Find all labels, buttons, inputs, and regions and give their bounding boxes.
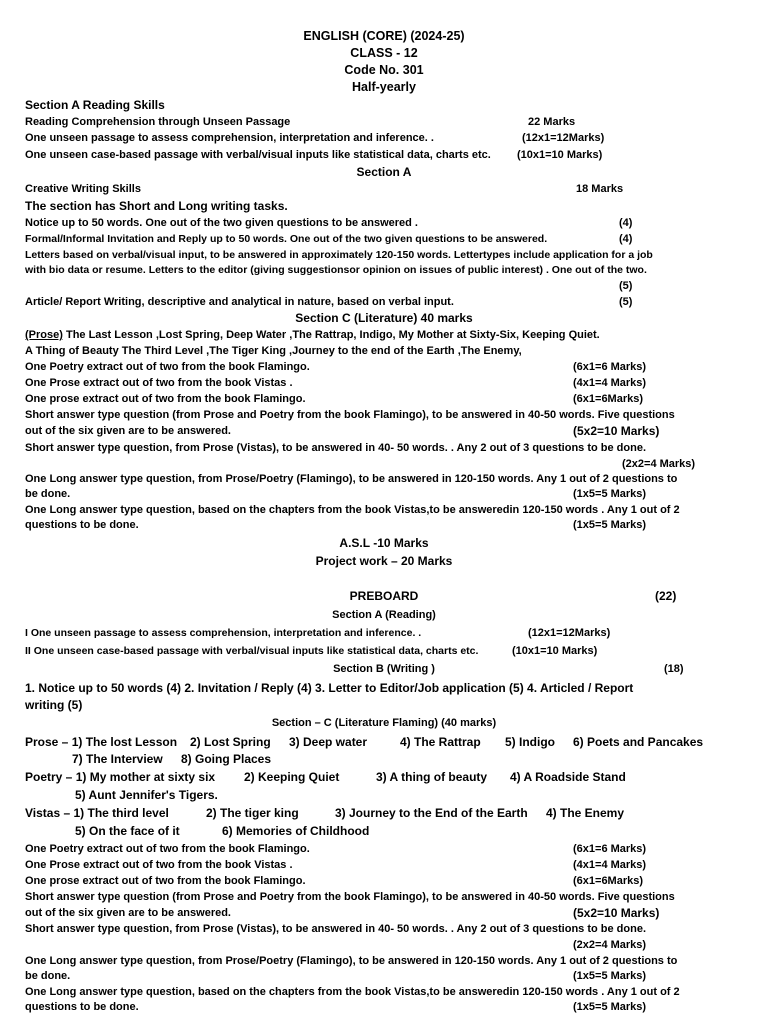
- q3-text: One prose extract out of two from the book Flamingo.: [25, 393, 306, 405]
- q4-text-line2: out of the six given are to be answered.: [25, 425, 231, 437]
- pb-q5-marks: (2x2=4 Marks): [573, 939, 647, 951]
- q6-text-line2: be done.: [25, 488, 71, 500]
- vistas-item-5: 5) On the face of it: [75, 824, 180, 838]
- vistas-item-3: 3) Journey to the End of the Earth: [335, 806, 528, 820]
- section-c-title: Section C (Literature) 40 marks: [295, 311, 473, 325]
- letters-marks: (5): [619, 280, 633, 292]
- prose-item-8: 8) Going Places: [181, 752, 272, 766]
- prose-item-6: 6) Poets and Pancakes: [573, 735, 704, 749]
- notice-item: Notice up to 50 words. One out of the two given questions to be answered .: [25, 217, 418, 229]
- q5-text: Short answer type question, from Prose (Vistas), to be answered in 40- 50 words. . Any 2 out of 3 questions to be done.: [25, 442, 647, 454]
- pb-q4-text-line2: out of the six given are to be answered.: [25, 907, 231, 919]
- pb-q2-marks: (4x1=4 Marks): [573, 859, 647, 871]
- code-number: Code No. 301: [344, 63, 424, 77]
- pb-q4-text-line1: Short answer type question (from Prose and Poetry from the book Flamingo), to be answered in 40-50 words. Five questions: [25, 891, 675, 903]
- q7-text-line1: One Long answer type question, based on the chapters from the book Vistas,to be answeredin 120-150 words . Any 1 out of 2: [25, 504, 680, 516]
- preboard-section-c: Section – C (Literature Flaming) (40 marks): [271, 717, 497, 729]
- letters-item-line2: with bio data or resume. Letters to the editor (giving suggestionsor opinion on issues of public interest) . One out of the two.: [25, 264, 647, 276]
- pb-q6-text-line2: be done.: [25, 970, 71, 982]
- q4-text-line1: Short answer type question (from Prose and Poetry from the book Flamingo), to be answered in 40-50 words. Five questions: [25, 409, 675, 421]
- q1-text: One Poetry extract out of two from the book Flamingo.: [25, 361, 310, 373]
- poetry-item-5: 5) Aunt Jennifer's Tigers.: [75, 788, 218, 802]
- writing-line-2: writing (5): [25, 698, 83, 712]
- asl-marks: A.S.L -10 Marks: [339, 536, 429, 550]
- doc-title: ENGLISH (CORE) (2024-25): [303, 29, 465, 43]
- prose-list: The Last Lesson ,Lost Spring, Deep Water ,The Rattrap, Indigo, My Mother at Sixty-Six, Keeping Quiet.: [65, 329, 600, 341]
- pb-q6-marks: (1x5=5 Marks): [573, 970, 647, 982]
- pb-q3-marks: (6x1=6Marks): [573, 875, 644, 887]
- pb-q3-text: One prose extract out of two from the book Flamingo.: [25, 875, 306, 887]
- creative-writing-marks: 18 Marks: [576, 183, 624, 195]
- rc-marks: 22 Marks: [528, 116, 576, 128]
- section-a-heading: Section A: [356, 165, 412, 179]
- letters-item-line1: Letters based on verbal/visual input, to be answered in approximately 120-150 words. Lettertypes include application for a job: [25, 249, 653, 261]
- unseen-passage-1-marks: (12x1=12Marks): [522, 132, 605, 144]
- q4-marks: (5x2=10 Marks): [573, 424, 660, 438]
- unseen-passage-2: One unseen case-based passage with verbal/visual inputs like statistical data, charts etc.: [25, 149, 491, 161]
- preboard-section-a: Section A (Reading): [332, 609, 436, 621]
- poetry-item-2: 2) Keeping Quiet: [244, 770, 340, 784]
- poetry-list: A Thing of Beauty The Third Level ,The Tiger King ,Journey to the end of the Earth ,The Enemy,: [25, 345, 522, 357]
- q7-marks: (1x5=5 Marks): [573, 519, 647, 531]
- q6-text-line1: One Long answer type question, from Prose/Poetry (Flamingo), to be answered in 120-150 words. Any 1 out of 2 questions to: [25, 473, 678, 485]
- article-item: Article/ Report Writing, descriptive and analytical in nature, based on verbal input.: [25, 296, 454, 308]
- q3-marks: (6x1=6Marks): [573, 393, 644, 405]
- pb-q4-marks: (5x2=10 Marks): [573, 906, 660, 920]
- vistas-item-4: 4) The Enemy: [546, 806, 625, 820]
- unseen-passage-1: One unseen passage to assess comprehension, interpretation and inference. .: [25, 132, 434, 144]
- poetry-item-3: 3) A thing of beauty: [376, 770, 488, 784]
- q2-marks: (4x1=4 Marks): [573, 377, 647, 389]
- preboard-reading-1-marks: (12x1=12Marks): [528, 627, 611, 639]
- poetry-list-label: Poetry – 1) My mother at sixty six: [25, 770, 216, 784]
- prose-line: [25, 328, 600, 342]
- preboard-total: (22): [655, 589, 677, 603]
- invitation-marks: (4): [619, 233, 633, 245]
- creative-writing-label: Creative Writing Skills: [25, 183, 141, 195]
- prose-tag: (Prose): [25, 329, 63, 341]
- poetry-item-4: 4) A Roadside Stand: [510, 770, 626, 784]
- preboard-title: PREBOARD: [349, 589, 419, 603]
- project-marks: Project work – 20 Marks: [315, 554, 453, 568]
- vistas-list-label: Vistas – 1) The third level: [25, 806, 169, 820]
- pb-q7-text-line2: questions to be done.: [25, 1001, 139, 1013]
- preboard-section-b: Section B (Writing ): [333, 663, 435, 675]
- pb-q1-marks: (6x1=6 Marks): [573, 843, 647, 855]
- prose-item-3: 3) Deep water: [289, 735, 368, 749]
- notice-marks: (4): [619, 217, 633, 229]
- preboard-reading-2: II One unseen case-based passage with verbal/visual inputs like statistical data, charts etc.: [25, 645, 479, 657]
- pb-q7-text-line1: One Long answer type question, based on the chapters from the book Vistas,to be answeredin 120-150 words . Any 1 out of 2: [25, 986, 680, 998]
- article-marks: (5): [619, 296, 633, 308]
- pb-q2-text: One Prose extract out of two from the book Vistas .: [25, 859, 293, 871]
- q5-marks: (2x2=4 Marks): [622, 458, 696, 470]
- class-label: CLASS - 12: [350, 46, 418, 60]
- pb-q1-text: One Poetry extract out of two from the book Flamingo.: [25, 843, 310, 855]
- invitation-item: Formal/Informal Invitation and Reply up to 50 words. One out of the two given questions to be answered.: [25, 233, 548, 245]
- vistas-item-6: 6) Memories of Childhood: [222, 824, 370, 838]
- pb-q7-marks: (1x5=5 Marks): [573, 1001, 647, 1013]
- prose-list-label: Prose – 1) The lost Lesson: [25, 735, 178, 749]
- unseen-passage-2-marks: (10x1=10 Marks): [517, 149, 603, 161]
- writing-line-1: 1. Notice up to 50 words (4) 2. Invitation / Reply (4) 3. Letter to Editor/Job application (5) 4. Articled / Report: [25, 681, 634, 695]
- preboard-reading-2-marks: (10x1=10 Marks): [512, 645, 598, 657]
- preboard-reading-1: I One unseen passage to assess comprehension, interpretation and inference. .: [25, 627, 422, 639]
- term-label: Half-yearly: [352, 80, 416, 94]
- prose-item-5: 5) Indigo: [505, 735, 555, 749]
- rc-label: Reading Comprehension through Unseen Passage: [25, 116, 291, 128]
- q6-marks: (1x5=5 Marks): [573, 488, 647, 500]
- q7-text-line2: questions to be done.: [25, 519, 139, 531]
- prose-item-2: 2) Lost Spring: [190, 735, 271, 749]
- creative-writing-intro: The section has Short and Long writing tasks.: [25, 199, 288, 213]
- section-a-title: Section A Reading Skills: [25, 98, 165, 112]
- pb-q5-text: Short answer type question, from Prose (Vistas), to be answered in 40- 50 words. . Any 2 out of 3 questions to be done.: [25, 923, 647, 935]
- preboard-section-b-marks: (18): [664, 663, 684, 675]
- vistas-item-2: 2) The tiger king: [206, 806, 299, 820]
- prose-item-4: 4) The Rattrap: [400, 735, 481, 749]
- q2-text: One Prose extract out of two from the book Vistas .: [25, 377, 293, 389]
- pb-q6-text-line1: One Long answer type question, from Prose/Poetry (Flamingo), to be answered in 120-150 words. Any 1 out of 2 questions to: [25, 955, 678, 967]
- q1-marks: (6x1=6 Marks): [573, 361, 647, 373]
- prose-item-7: 7) The Interview: [72, 752, 163, 766]
